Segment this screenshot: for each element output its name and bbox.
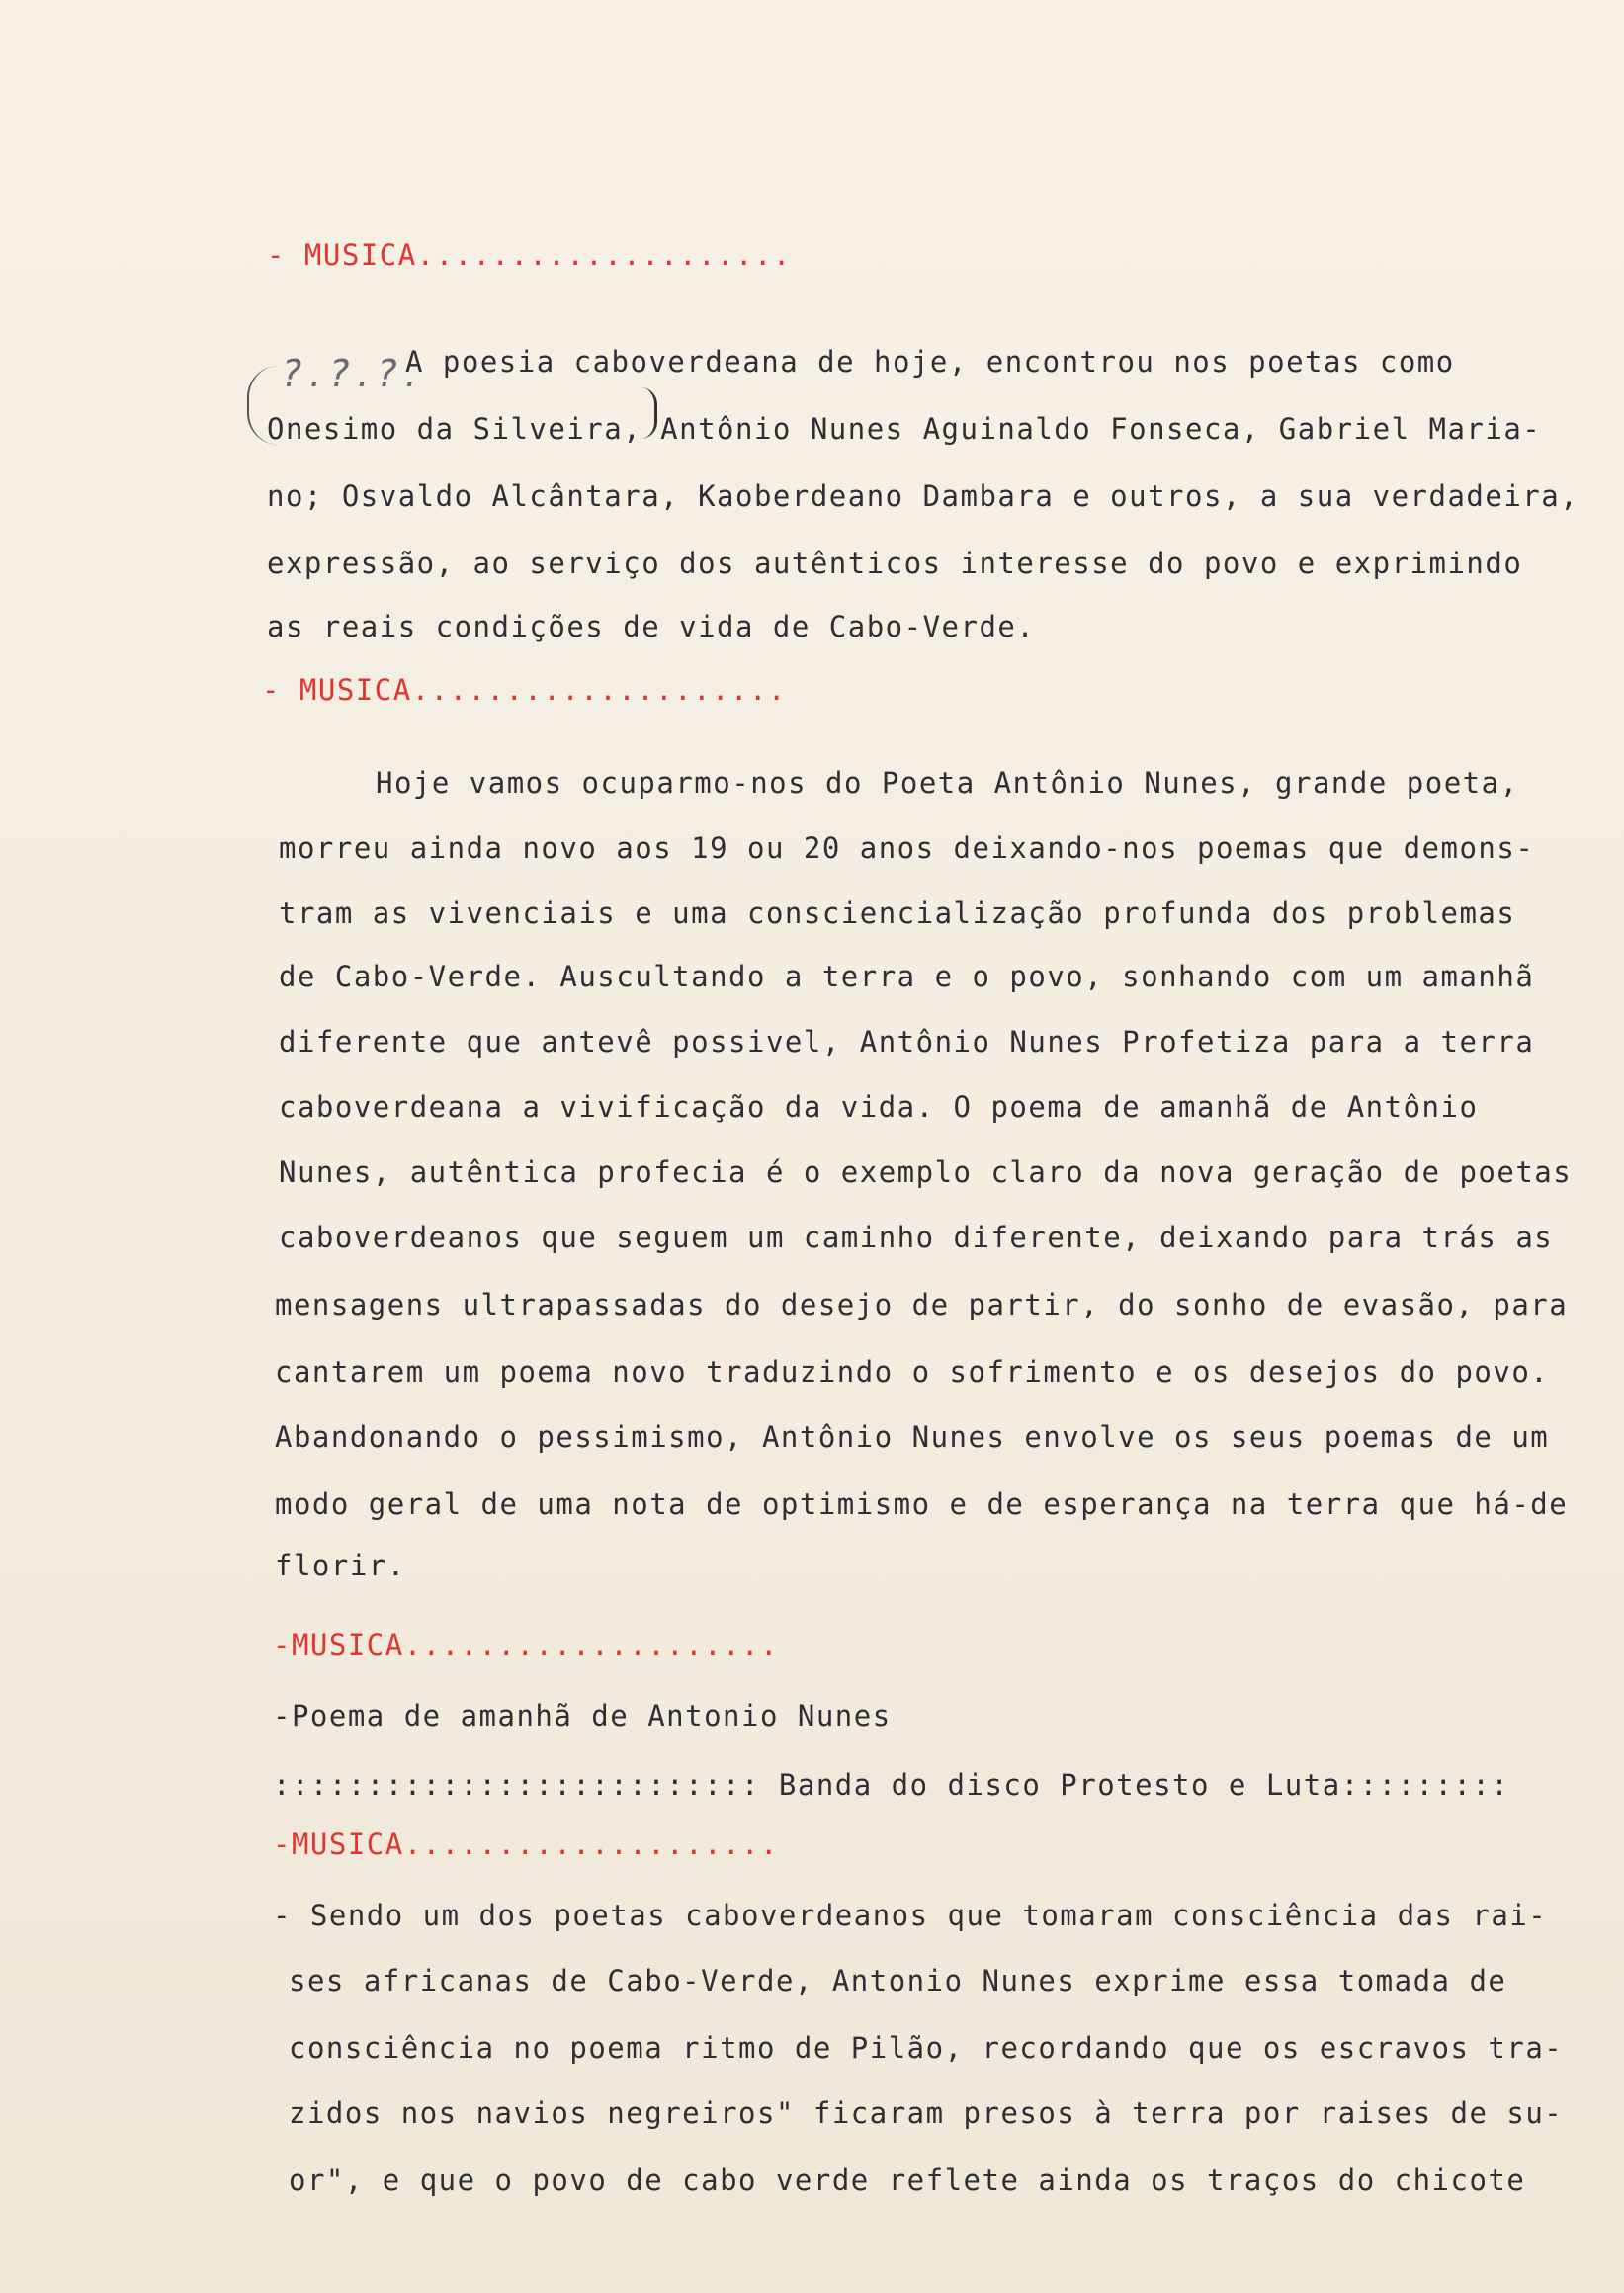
handwritten-annotation: ?.?.?. [282, 352, 425, 395]
music-cue: - MUSICA.................... [267, 238, 792, 272]
text-line: ses africanas de Cabo-Verde, Antonio Nunes exprime essa tomada de [289, 1964, 1507, 1997]
text-line: -Poema de amanhã de Antonio Nunes [273, 1699, 892, 1733]
text-line: caboverdeanos que seguem um caminho diferente, deixando para trás as [279, 1221, 1554, 1254]
text-line: diferente que antevê possivel, Antônio Nunes Profetiza para a terra [279, 1025, 1535, 1059]
text-line: zidos nos navios negreiros" ficaram presos à terra por raises de su- [289, 2096, 1564, 2130]
music-cue: -MUSICA.................... [273, 1628, 779, 1661]
text-line: cantarem um poema novo traduzindo o sofrimento e os desejos do povo. [275, 1355, 1550, 1389]
text-line: - Sendo um dos poetas caboverdeanos que tomaram consciência das rai- [273, 1899, 1548, 1932]
text-line: no; Osvaldo Alcântara, Kaoberdeano Dambara e outros, a sua verdadeira, [267, 479, 1580, 513]
text-line: tram as vivenciais e uma consciencialização profunda dos problemas [279, 896, 1516, 930]
text-line: Nunes, autêntica profecia é o exemplo claro da nova geração de poetas [279, 1155, 1573, 1189]
text-line: A poesia caboverdeana de hoje, encontrou nos poetas como [405, 345, 1455, 379]
text-line: as reais condições de vida de Cabo-Verde. [267, 610, 1036, 643]
text-line: caboverdeana a vivificação da vida. O poema de amanhã de Antônio [279, 1090, 1479, 1124]
text-line: de Cabo-Verde. Auscultando a terra e o povo, sonhando com um amanhã [279, 960, 1535, 993]
text-line: :::::::::::::::::::::::::: Banda do disco Protesto e Luta::::::::: [273, 1768, 1510, 1802]
text-line: Onesimo da Silveira, Antônio Nunes Aguinaldo Fonseca, Gabriel Maria- [267, 412, 1542, 446]
text-line: Hoje vamos ocuparmo-nos do Poeta Antônio Nunes, grande poeta, [376, 766, 1519, 800]
text-line: consciência no poema ritmo de Pilão, recordando que os escravos tra- [289, 2031, 1564, 2065]
music-cue: -MUSICA.................... [273, 1827, 779, 1861]
text-line: expressão, ao serviço dos autênticos interesse do povo e exprimindo [267, 547, 1523, 580]
text-line: florir. [275, 1549, 406, 1582]
music-cue: - MUSICA.................... [262, 673, 787, 707]
text-line: modo geral de uma nota de optimismo e de esperança na terra que há-de [275, 1487, 1569, 1521]
text-line: mensagens ultrapassadas do desejo de partir, do sonho de evasão, para [275, 1288, 1569, 1321]
text-line: Abandonando o pessimismo, Antônio Nunes envolve os seus poemas de um [275, 1420, 1550, 1454]
text-line: morreu ainda novo aos 19 ou 20 anos deixando-nos poemas que demons- [279, 831, 1535, 865]
text-line: or", e que o povo de cabo verde reflete ainda os traços do chicote [289, 2164, 1526, 2197]
